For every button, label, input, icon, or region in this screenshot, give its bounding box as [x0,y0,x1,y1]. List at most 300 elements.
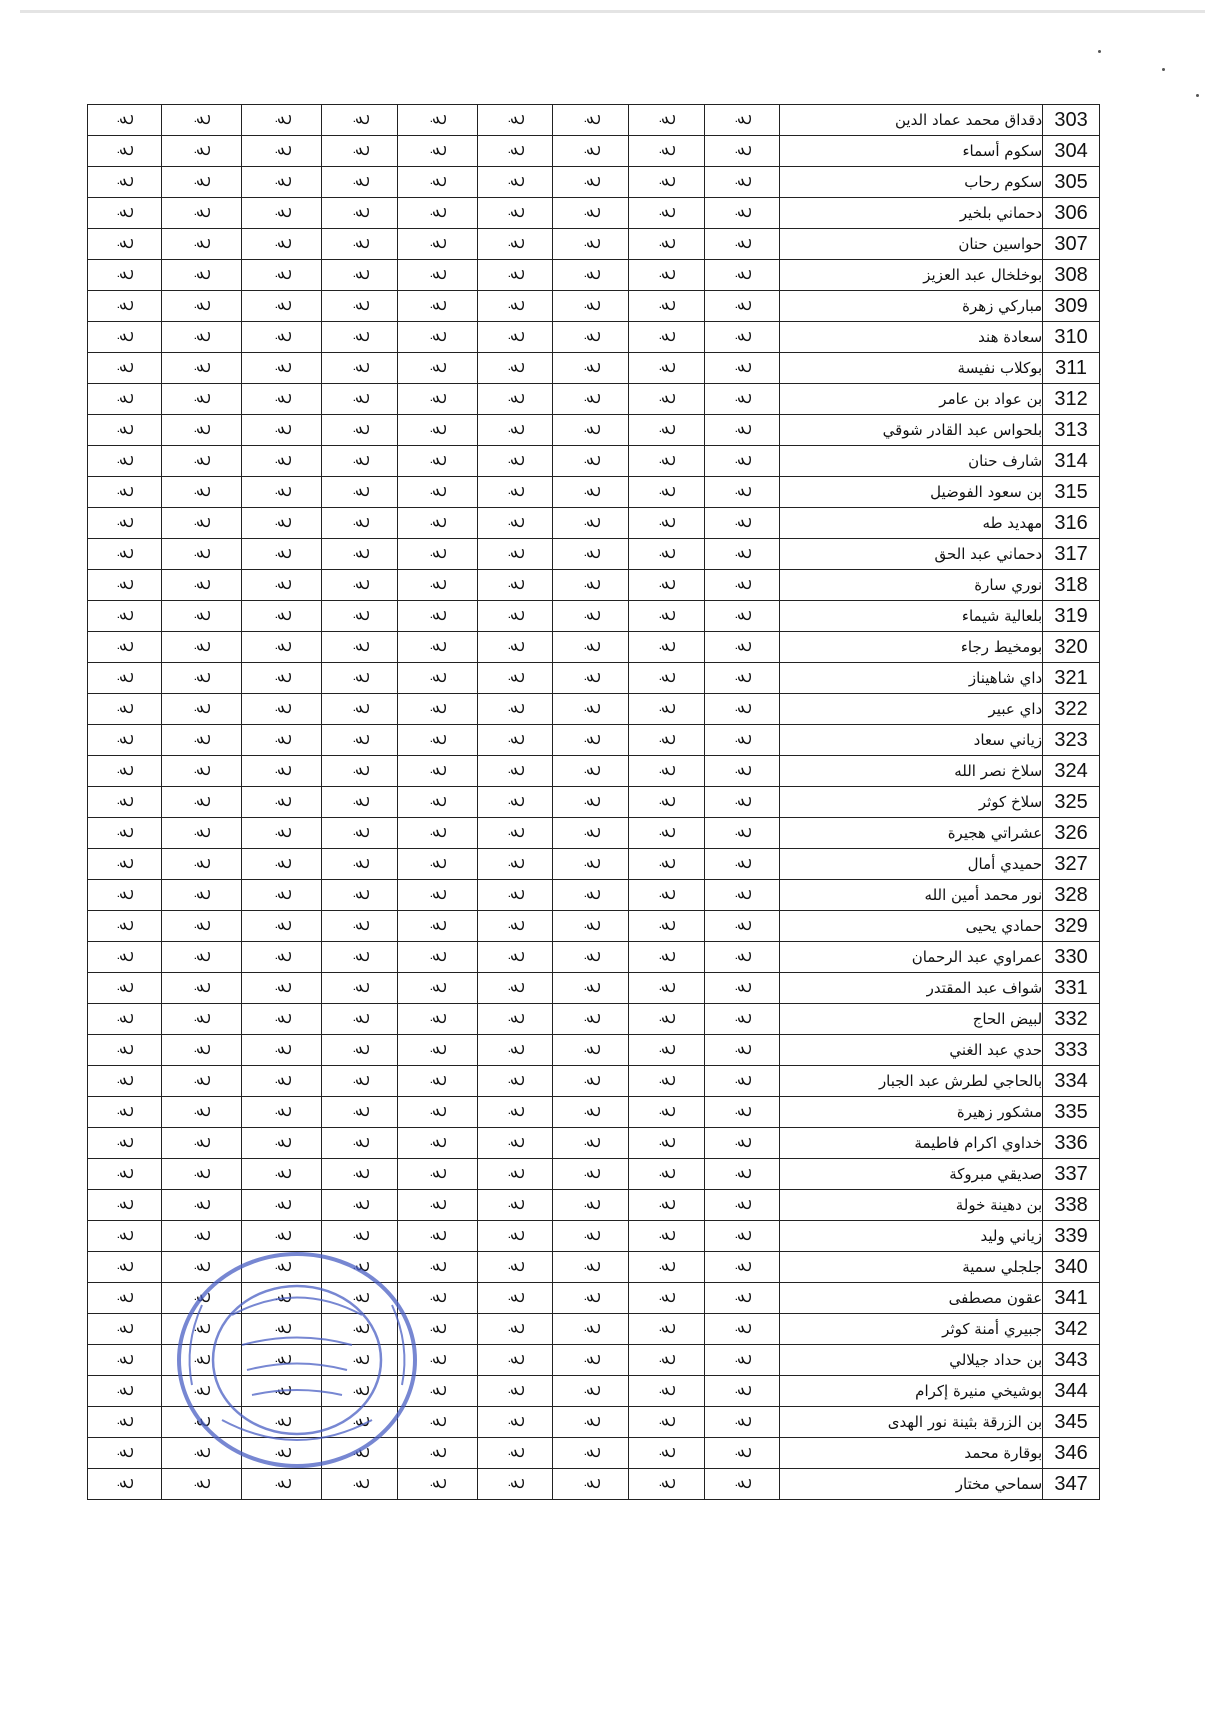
grade-mark: غ [656,672,677,684]
grade-mark: غ [732,982,753,994]
grade-cell [477,1221,553,1252]
grade-cell [477,198,553,229]
grade-mark: غ [505,951,526,963]
grade-mark: غ [271,703,292,715]
grade-mark: غ [271,889,292,901]
grade-mark: غ [505,889,526,901]
grade-mark: غ [271,300,292,312]
grade-cell [477,1159,553,1190]
grade-cell [553,1314,629,1345]
grade-mark: غ [427,300,448,312]
grade-cell [629,880,705,911]
grade-mark: غ [505,1478,526,1490]
grade-cell [629,353,705,384]
grade-cell [629,1004,705,1035]
grade-mark: غ [271,1447,292,1459]
table-body [88,105,1100,1500]
grade-cell [322,353,398,384]
grade-cell [704,415,780,446]
grade-cell [161,818,242,849]
grade-mark: غ [271,269,292,281]
student-name: شواف عبد المقتدر [780,973,1043,1004]
grade-mark: غ [656,796,677,808]
grade-cell [88,1035,162,1066]
grade-cell [88,663,162,694]
grade-cell [88,167,162,198]
grade-cell [477,384,553,415]
grade-mark: غ [656,641,677,653]
student-name: زياني وليد [780,1221,1043,1252]
grade-mark: غ [349,672,370,684]
grade-cell [161,663,242,694]
grade-cell [553,973,629,1004]
grade-cell [397,725,477,756]
student-name: خداوي اكرام فاطيمة [780,1128,1043,1159]
grade-cell [629,632,705,663]
grade-cell [629,1252,705,1283]
grade-cell [161,1438,242,1469]
grade-mark: غ [427,145,448,157]
student-name: دقداق محمد عماد الدين [780,105,1043,136]
grade-mark: غ [349,486,370,498]
grade-cell [629,756,705,787]
grade-cell [704,1004,780,1035]
grade-cell [88,1066,162,1097]
grade-cell [553,849,629,880]
table-row [88,136,1100,167]
table-row [88,446,1100,477]
grade-mark: غ [732,1230,753,1242]
grade-mark: غ [580,579,601,591]
table-row [88,570,1100,601]
grade-cell [397,322,477,353]
grade-mark: غ [656,114,677,126]
row-number: 323 [1043,725,1100,756]
grade-cell [88,229,162,260]
table-row [88,725,1100,756]
grade-mark: غ [191,114,212,126]
grade-cell [477,632,553,663]
grade-mark: غ [114,951,135,963]
grade-mark: غ [427,1385,448,1397]
grade-mark: غ [349,1168,370,1180]
grade-cell [553,663,629,694]
grade-mark: غ [732,827,753,839]
grade-cell [161,849,242,880]
grade-cell [161,756,242,787]
grade-mark: غ [427,114,448,126]
grade-mark: غ [271,610,292,622]
grade-mark: غ [427,1106,448,1118]
student-name: مهديد طه [780,508,1043,539]
grade-cell [322,1221,398,1252]
grade-mark: غ [505,1199,526,1211]
grade-cell [629,322,705,353]
grade-cell [322,663,398,694]
grade-cell [242,167,322,198]
grade-mark: غ [732,1199,753,1211]
grade-mark: غ [656,1075,677,1087]
table-row [88,942,1100,973]
grade-cell [161,1097,242,1128]
grade-mark: غ [580,207,601,219]
grade-cell [242,601,322,632]
table-row [88,1469,1100,1500]
grade-cell [477,787,553,818]
grade-mark: غ [191,455,212,467]
grade-mark: غ [349,1385,370,1397]
grade-cell [629,725,705,756]
grade-mark: غ [191,982,212,994]
grade-mark: غ [427,517,448,529]
grade-mark: غ [271,641,292,653]
grade-cell [629,1159,705,1190]
grade-mark: غ [732,1385,753,1397]
grade-mark: غ [580,548,601,560]
grade-cell [704,849,780,880]
grade-mark: غ [580,331,601,343]
grade-mark: غ [427,393,448,405]
grade-cell [322,1035,398,1066]
grade-cell [242,787,322,818]
grade-mark: غ [271,1168,292,1180]
table-row [88,1376,1100,1407]
grade-cell [397,756,477,787]
grade-cell [477,508,553,539]
grade-cell [397,880,477,911]
grade-mark: غ [349,269,370,281]
grade-mark: غ [114,920,135,932]
grade-mark: غ [114,1447,135,1459]
grade-mark: غ [580,889,601,901]
grade-cell [477,136,553,167]
grade-mark: غ [732,548,753,560]
grade-cell [242,880,322,911]
grade-mark: غ [656,734,677,746]
grade-cell [242,942,322,973]
grade-mark: غ [191,238,212,250]
grade-cell [397,1159,477,1190]
grade-cell [477,880,553,911]
table-row [88,539,1100,570]
grade-mark: غ [271,1261,292,1273]
grade-mark: غ [505,1230,526,1242]
grade-cell [704,1035,780,1066]
grade-cell [704,1066,780,1097]
grade-cell [704,973,780,1004]
grade-mark: غ [505,1044,526,1056]
grade-cell [477,694,553,725]
grade-mark: غ [505,176,526,188]
grade-cell [88,260,162,291]
grade-mark: غ [114,424,135,436]
student-name: مباركي زهرة [780,291,1043,322]
grade-cell [88,911,162,942]
grade-cell [242,1128,322,1159]
grade-cell [88,1438,162,1469]
grade-cell [397,229,477,260]
grade-mark: غ [580,114,601,126]
table-row [88,384,1100,415]
grade-cell [553,911,629,942]
grade-mark: غ [191,1292,212,1304]
grade-mark: غ [349,393,370,405]
row-number: 338 [1043,1190,1100,1221]
grade-cell [629,694,705,725]
grade-cell [553,415,629,446]
grade-cell [322,787,398,818]
grade-cell [397,1376,477,1407]
grade-cell [477,446,553,477]
grade-cell [704,446,780,477]
grade-mark: غ [191,1478,212,1490]
grade-mark: غ [191,951,212,963]
grade-mark: غ [505,517,526,529]
grade-mark: غ [656,1013,677,1025]
grade-mark: غ [656,1385,677,1397]
grade-mark: غ [114,858,135,870]
grade-cell [161,725,242,756]
grade-cell [242,973,322,1004]
grade-mark: غ [191,362,212,374]
grade-mark: غ [732,672,753,684]
grade-mark: غ [114,1416,135,1428]
grade-cell [477,973,553,1004]
grade-mark: غ [191,269,212,281]
grade-mark: غ [580,796,601,808]
grade-cell [161,167,242,198]
grade-mark: غ [271,920,292,932]
student-name: بالحاجي لطرش عبد الجبار [780,1066,1043,1097]
grade-cell [161,322,242,353]
grade-mark: غ [732,889,753,901]
grade-cell [629,787,705,818]
grade-mark: غ [427,951,448,963]
grade-cell [88,694,162,725]
grade-cell [242,198,322,229]
grade-mark: غ [427,858,448,870]
grade-cell [553,818,629,849]
grade-cell [704,663,780,694]
grade-cell [88,1159,162,1190]
grade-cell [629,291,705,322]
student-name: عقون مصطفى [780,1283,1043,1314]
grade-mark: غ [656,1044,677,1056]
grade-mark: غ [349,1013,370,1025]
grade-mark: غ [732,1354,753,1366]
row-number: 321 [1043,663,1100,694]
grade-mark: غ [427,827,448,839]
grade-mark: غ [271,1106,292,1118]
row-number: 317 [1043,539,1100,570]
grade-cell [397,477,477,508]
grade-mark: غ [271,1323,292,1335]
grade-mark: غ [732,145,753,157]
grade-mark: غ [505,331,526,343]
grade-cell [88,725,162,756]
grade-mark: غ [349,827,370,839]
grade-mark: غ [732,734,753,746]
grade-mark: غ [271,734,292,746]
grade-mark: غ [271,982,292,994]
grade-mark: غ [271,1199,292,1211]
grade-mark: غ [114,1013,135,1025]
grade-mark: غ [349,176,370,188]
table-row [88,973,1100,1004]
grade-mark: غ [191,610,212,622]
grade-cell [553,570,629,601]
row-number: 316 [1043,508,1100,539]
grade-cell [242,322,322,353]
grade-cell [161,353,242,384]
grade-cell [161,1345,242,1376]
grade-mark: غ [580,269,601,281]
grade-cell [161,601,242,632]
grade-mark: غ [580,1075,601,1087]
grade-mark: غ [114,1292,135,1304]
grade-mark: غ [271,1075,292,1087]
grade-mark: غ [349,145,370,157]
grade-mark: غ [349,1416,370,1428]
table-row [88,1066,1100,1097]
student-name: سلاخ كوثر [780,787,1043,818]
grade-mark: غ [349,424,370,436]
grade-cell [397,663,477,694]
grade-mark: غ [191,300,212,312]
grade-cell [88,973,162,1004]
grade-cell [553,1376,629,1407]
grade-mark: غ [732,1168,753,1180]
grade-cell [242,136,322,167]
grade-mark: غ [427,238,448,250]
grade-mark: غ [656,145,677,157]
grade-mark: غ [427,1044,448,1056]
grade-cell [322,1376,398,1407]
grade-mark: غ [505,1075,526,1087]
grade-mark: غ [656,858,677,870]
grade-mark: غ [505,1013,526,1025]
grade-mark: غ [271,1478,292,1490]
grade-cell [397,198,477,229]
grade-cell [88,601,162,632]
grade-cell [322,229,398,260]
grade-mark: غ [732,424,753,436]
grade-cell [397,1066,477,1097]
table-row [88,1314,1100,1345]
grade-mark: غ [505,145,526,157]
grade-mark: غ [732,796,753,808]
grade-cell [704,229,780,260]
grade-cell [161,1004,242,1035]
grade-cell [704,1159,780,1190]
student-name: بومخيط رجاء [780,632,1043,663]
grade-mark: غ [505,1292,526,1304]
grade-mark: غ [191,889,212,901]
grade-mark: غ [191,858,212,870]
grade-mark: غ [349,1354,370,1366]
grade-cell [477,353,553,384]
grade-cell [88,849,162,880]
grade-mark: غ [191,1261,212,1273]
grade-cell [629,818,705,849]
grade-mark: غ [580,362,601,374]
grade-mark: غ [191,1013,212,1025]
grade-mark: غ [191,517,212,529]
grade-cell [397,1438,477,1469]
grade-cell [629,198,705,229]
grade-cell [629,663,705,694]
grade-mark: غ [580,1199,601,1211]
grade-cell [477,1469,553,1500]
grade-cell [161,508,242,539]
grade-cell [161,415,242,446]
row-number: 324 [1043,756,1100,787]
grade-cell [322,322,398,353]
grade-mark: غ [427,548,448,560]
grade-cell [88,1252,162,1283]
grade-mark: غ [271,238,292,250]
grade-mark: غ [191,672,212,684]
grade-cell [553,1345,629,1376]
grade-mark: غ [505,641,526,653]
grade-cell [629,1097,705,1128]
grade-mark: غ [114,1106,135,1118]
grade-mark: غ [114,672,135,684]
grade-cell [553,291,629,322]
grade-cell [161,291,242,322]
grade-mark: غ [732,517,753,529]
grade-mark: غ [427,1261,448,1273]
student-name: حمادي يحيى [780,911,1043,942]
student-name: بوكلاب نفيسة [780,353,1043,384]
grade-cell [242,632,322,663]
grade-mark: غ [505,982,526,994]
grade-cell [553,105,629,136]
grade-mark: غ [191,145,212,157]
grade-cell [553,167,629,198]
grade-mark: غ [271,1292,292,1304]
grade-cell [88,1097,162,1128]
grade-cell [242,1314,322,1345]
row-number: 306 [1043,198,1100,229]
grade-cell [553,1190,629,1221]
grade-cell [477,1004,553,1035]
row-number: 335 [1043,1097,1100,1128]
grade-mark: غ [114,1385,135,1397]
grade-mark: غ [191,920,212,932]
grade-cell [242,1252,322,1283]
grade-cell [553,756,629,787]
grade-mark: غ [114,641,135,653]
grade-mark: غ [349,1044,370,1056]
grade-cell [322,1469,398,1500]
student-name: زياني سعاد [780,725,1043,756]
grade-mark: غ [427,641,448,653]
grade-mark: غ [505,703,526,715]
grade-mark: غ [732,1292,753,1304]
grade-mark: غ [271,486,292,498]
grade-mark: غ [427,765,448,777]
grade-cell [629,1376,705,1407]
grade-cell [322,818,398,849]
grade-cell [553,136,629,167]
grade-cell [322,1159,398,1190]
grade-mark: غ [271,455,292,467]
grade-cell [322,105,398,136]
grade-cell [242,570,322,601]
grade-cell [477,911,553,942]
table-row [88,1035,1100,1066]
